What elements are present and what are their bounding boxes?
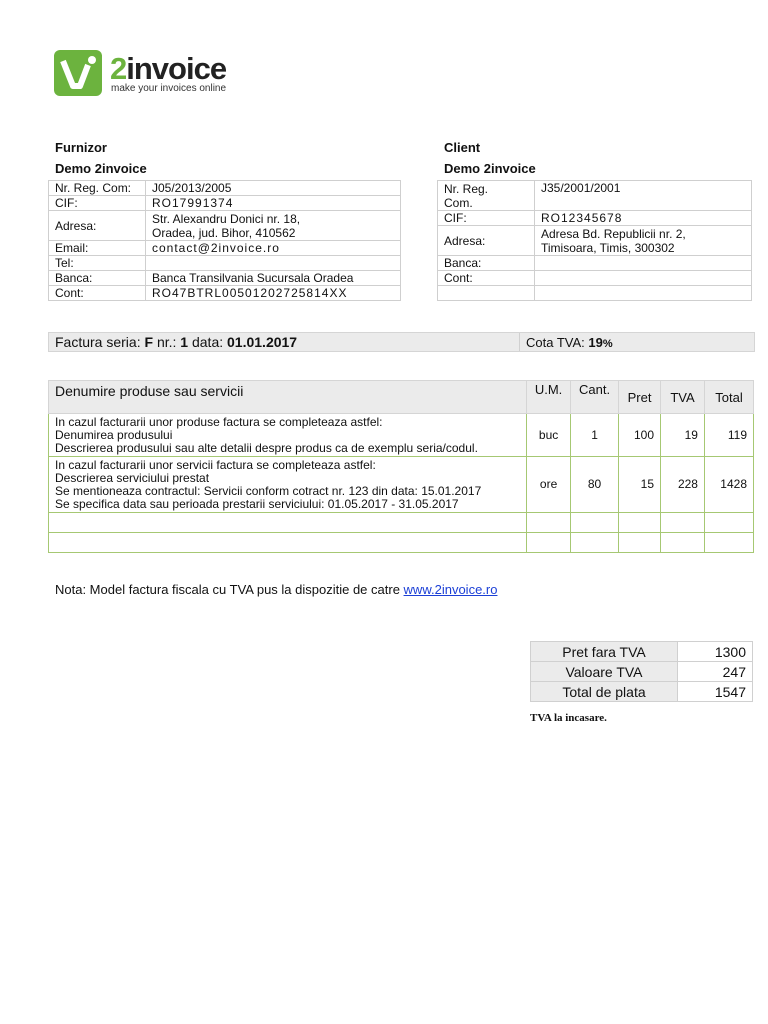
client-label: CIF: — [438, 211, 535, 226]
totals-row — [531, 642, 753, 662]
table-row — [49, 414, 754, 457]
furnizor-address: Str. Alexandru Donici nr. 18, Oradea, jud. Bihor, 410562 — [146, 211, 401, 241]
item-um: ore — [527, 457, 571, 513]
furnizor-value: J05/2013/2005 — [146, 181, 401, 196]
logo — [54, 50, 244, 98]
table-row-empty — [49, 533, 754, 553]
item-description: In cazul facturarii unor produse factura se completeaza astfel: Denumirea produsului Descrierea produsului sau alte detalii despre produs ca de exemplu seria/codul. — [49, 414, 527, 457]
client-label — [438, 286, 535, 301]
furnizor-label: Banca: — [49, 271, 146, 286]
header-total: Total — [704, 381, 753, 414]
item-cant: 1 — [571, 414, 619, 457]
totals-row — [531, 662, 753, 682]
furnizor-name: Demo 2invoice — [55, 161, 147, 176]
furnizor-heading: Furnizor — [55, 140, 107, 155]
vat-rate: Cota TVA: 19% — [526, 335, 613, 350]
client-value — [535, 271, 752, 286]
furnizor-label: Adresa: — [49, 211, 146, 241]
header-denumire: Denumire produse sau servicii — [49, 381, 527, 414]
total-label: Total de plata — [531, 682, 678, 702]
furnizor-label: CIF: — [49, 196, 146, 211]
client-label: Nr. Reg. Com. — [438, 181, 535, 211]
total-label: Valoare TVA — [531, 662, 678, 682]
table-row-empty — [49, 513, 754, 533]
item-pret: 15 — [619, 457, 661, 513]
bar-divider — [519, 333, 520, 351]
item-total: 1428 — [704, 457, 753, 513]
furnizor-value: RO17991374 — [146, 196, 401, 211]
item-um: buc — [527, 414, 571, 457]
item-pret: 100 — [619, 414, 661, 457]
furnizor-label: Tel: — [49, 256, 146, 271]
logo-mark-icon — [54, 50, 102, 96]
header-tva: TVA — [661, 381, 705, 414]
item-tva: 19 — [661, 414, 705, 457]
table-row — [49, 457, 754, 513]
furnizor-value — [146, 256, 401, 271]
note-text: Nota: Model factura fiscala cu TVA pus la dispozitie de catre — [55, 582, 400, 597]
furnizor-label: Nr. Reg. Com: — [49, 181, 146, 196]
totals-row — [531, 682, 753, 702]
item-tva: 228 — [661, 457, 705, 513]
item-description: In cazul facturarii unor servicii factura se completeaza astfel: Descrierea serviciului prestat Se mentioneaza contractul: Servicii conform cotract nr. 123 din data: 15.01.2017 Se specifica data sau perioada prestarii serviciului: 01.05.2017 - 31.05.2017 — [49, 457, 527, 513]
total-value: 1300 — [678, 642, 753, 662]
client-table — [437, 180, 752, 301]
furnizor-value: RO47BTRL00501202725814XX — [146, 286, 401, 301]
item-total: 119 — [704, 414, 753, 457]
invoice-number: Factura seria: F nr.: 1 data: 01.01.2017 — [55, 334, 298, 350]
furnizor-value: Banca Transilvania Sucursala Oradea — [146, 271, 401, 286]
totals-table — [530, 641, 753, 702]
furnizor-label: Email: — [49, 241, 146, 256]
furnizor-table — [48, 180, 401, 301]
client-address: Adresa Bd. Republicii nr. 2, Timisoara, Timis, 300302 — [535, 226, 752, 256]
client-value — [535, 286, 752, 301]
furnizor-email[interactable]: contact@2invoice.ro — [146, 241, 401, 256]
client-label: Banca: — [438, 256, 535, 271]
logo-brand: 2invoice — [110, 51, 227, 86]
total-label: Pret fara TVA — [531, 642, 678, 662]
client-label: Cont: — [438, 271, 535, 286]
vat-on-collection-note: TVA la incasare. — [530, 712, 607, 724]
client-heading: Client — [444, 140, 481, 155]
furnizor-label: Cont: — [49, 286, 146, 301]
note — [55, 582, 497, 597]
logo-tagline: make your invoices online — [111, 83, 227, 94]
client-value — [535, 256, 752, 271]
invoice-bar — [48, 332, 755, 352]
header-pret: Pret — [619, 381, 661, 414]
items-table — [48, 380, 754, 553]
total-value: 247 — [678, 662, 753, 682]
website-link[interactable]: www.2invoice.ro — [403, 582, 498, 597]
item-cant: 80 — [571, 457, 619, 513]
client-name: Demo 2invoice — [444, 161, 536, 176]
client-value: RO12345678 — [535, 211, 752, 226]
header-um: U.M. — [527, 381, 571, 414]
header-cant: Cant. — [571, 381, 619, 414]
client-label: Adresa: — [438, 226, 535, 256]
total-value: 1547 — [678, 682, 753, 702]
items-header — [49, 381, 754, 414]
client-value: J35/2001/2001 — [535, 181, 752, 211]
